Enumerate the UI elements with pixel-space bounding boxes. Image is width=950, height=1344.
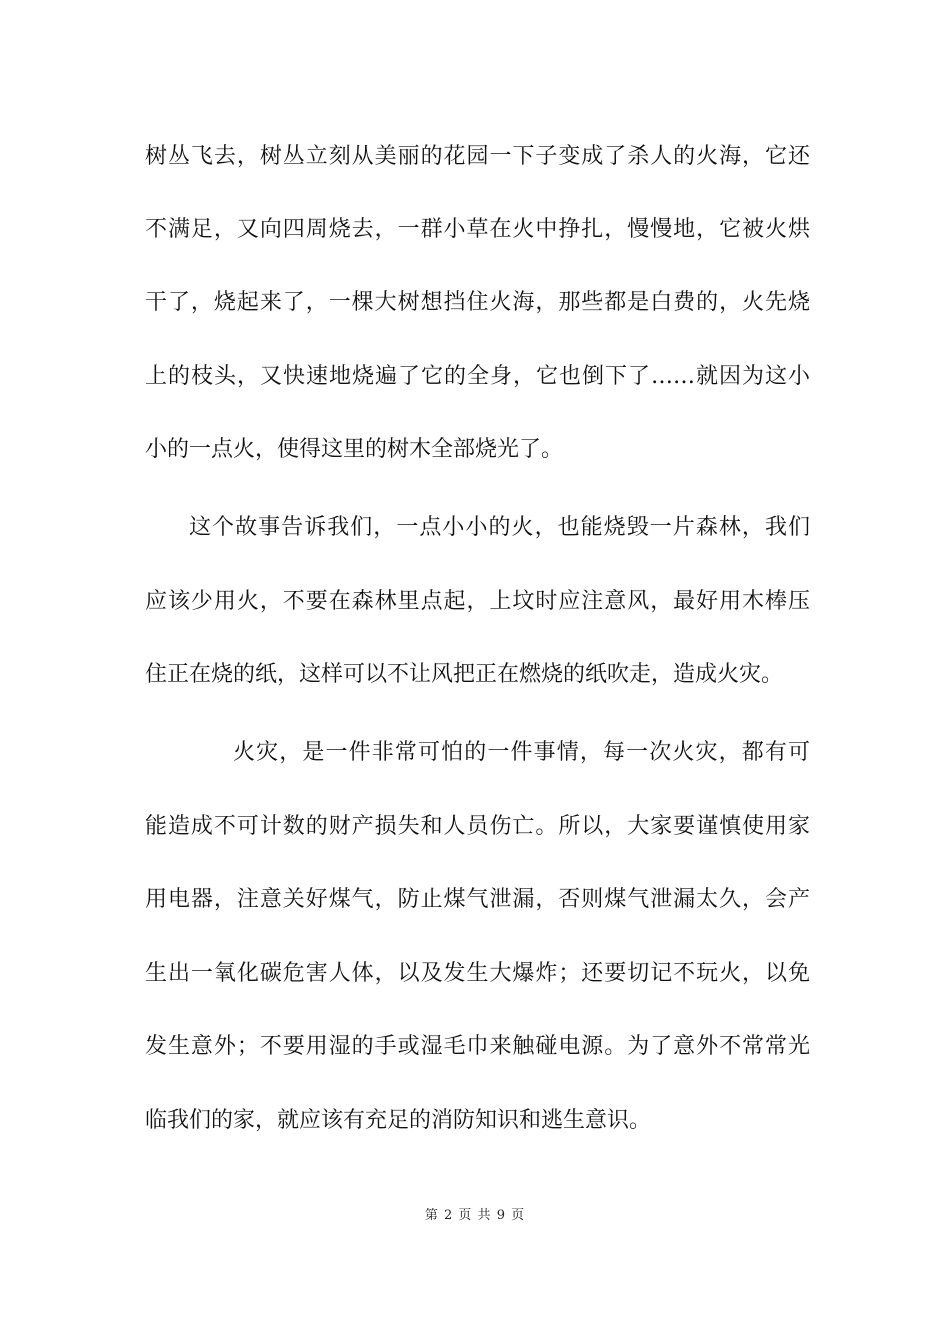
text-line-10: 能造成不可计数的财产损失和人员伤亡。所以，大家要谨慎使用家 bbox=[145, 814, 810, 839]
text-line-4: 上的枝头，又快速地烧遍了它的全身，它也倒下了……就因为这小 bbox=[145, 364, 810, 389]
text-line-1: 树丛飞去，树丛立刻从美丽的花园一下子变成了杀人的火海，它还 bbox=[145, 144, 810, 169]
footer-suffix: 页 bbox=[511, 1208, 526, 1223]
text-line-14: 临我们的家，就应该有充足的消防知识和逃生意识。 bbox=[145, 1108, 652, 1133]
text-line-13: 发生意外；不要用湿的手或湿毛巾来触碰电源。为了意外不常常光 bbox=[145, 1034, 810, 1059]
text-line-2: 不满足，又向四周烧去，一群小草在火中挣扎，慢慢地，它被火烘 bbox=[145, 217, 810, 242]
total-page-number: 9 bbox=[496, 1208, 506, 1223]
text-line-6: 这个故事告诉我们，一点小小的火，也能烧毁一片森林，我们 bbox=[189, 515, 810, 540]
text-line-5: 小的一点火，使得这里的树木全部烧光了。 bbox=[145, 437, 564, 462]
footer-middle: 页 共 bbox=[458, 1208, 492, 1223]
text-line-7: 应该少用火，不要在森林里点起，上坟时应注意风，最好用木棒压 bbox=[145, 589, 810, 614]
current-page-number: 2 bbox=[444, 1208, 454, 1223]
text-line-3: 干了，烧起来了，一棵大树想挡住火海，那些都是白费的，火先烧 bbox=[145, 290, 810, 315]
text-line-8: 住正在烧的纸，这样可以不让风把正在燃烧的纸吹走，造成火灾。 bbox=[145, 662, 784, 687]
footer-prefix: 第 bbox=[424, 1208, 439, 1223]
page-footer bbox=[0, 1207, 950, 1225]
text-line-9: 火灾，是一件非常可怕的一件事情，每一次火灾，都有可 bbox=[233, 740, 810, 765]
text-line-12: 生出一氧化碳危害人体，以及发生大爆炸；还要切记不玩火，以免 bbox=[145, 961, 810, 986]
text-line-11: 用电器，注意关好煤气，防止煤气泄漏，否则煤气泄漏太久，会产 bbox=[145, 887, 810, 912]
